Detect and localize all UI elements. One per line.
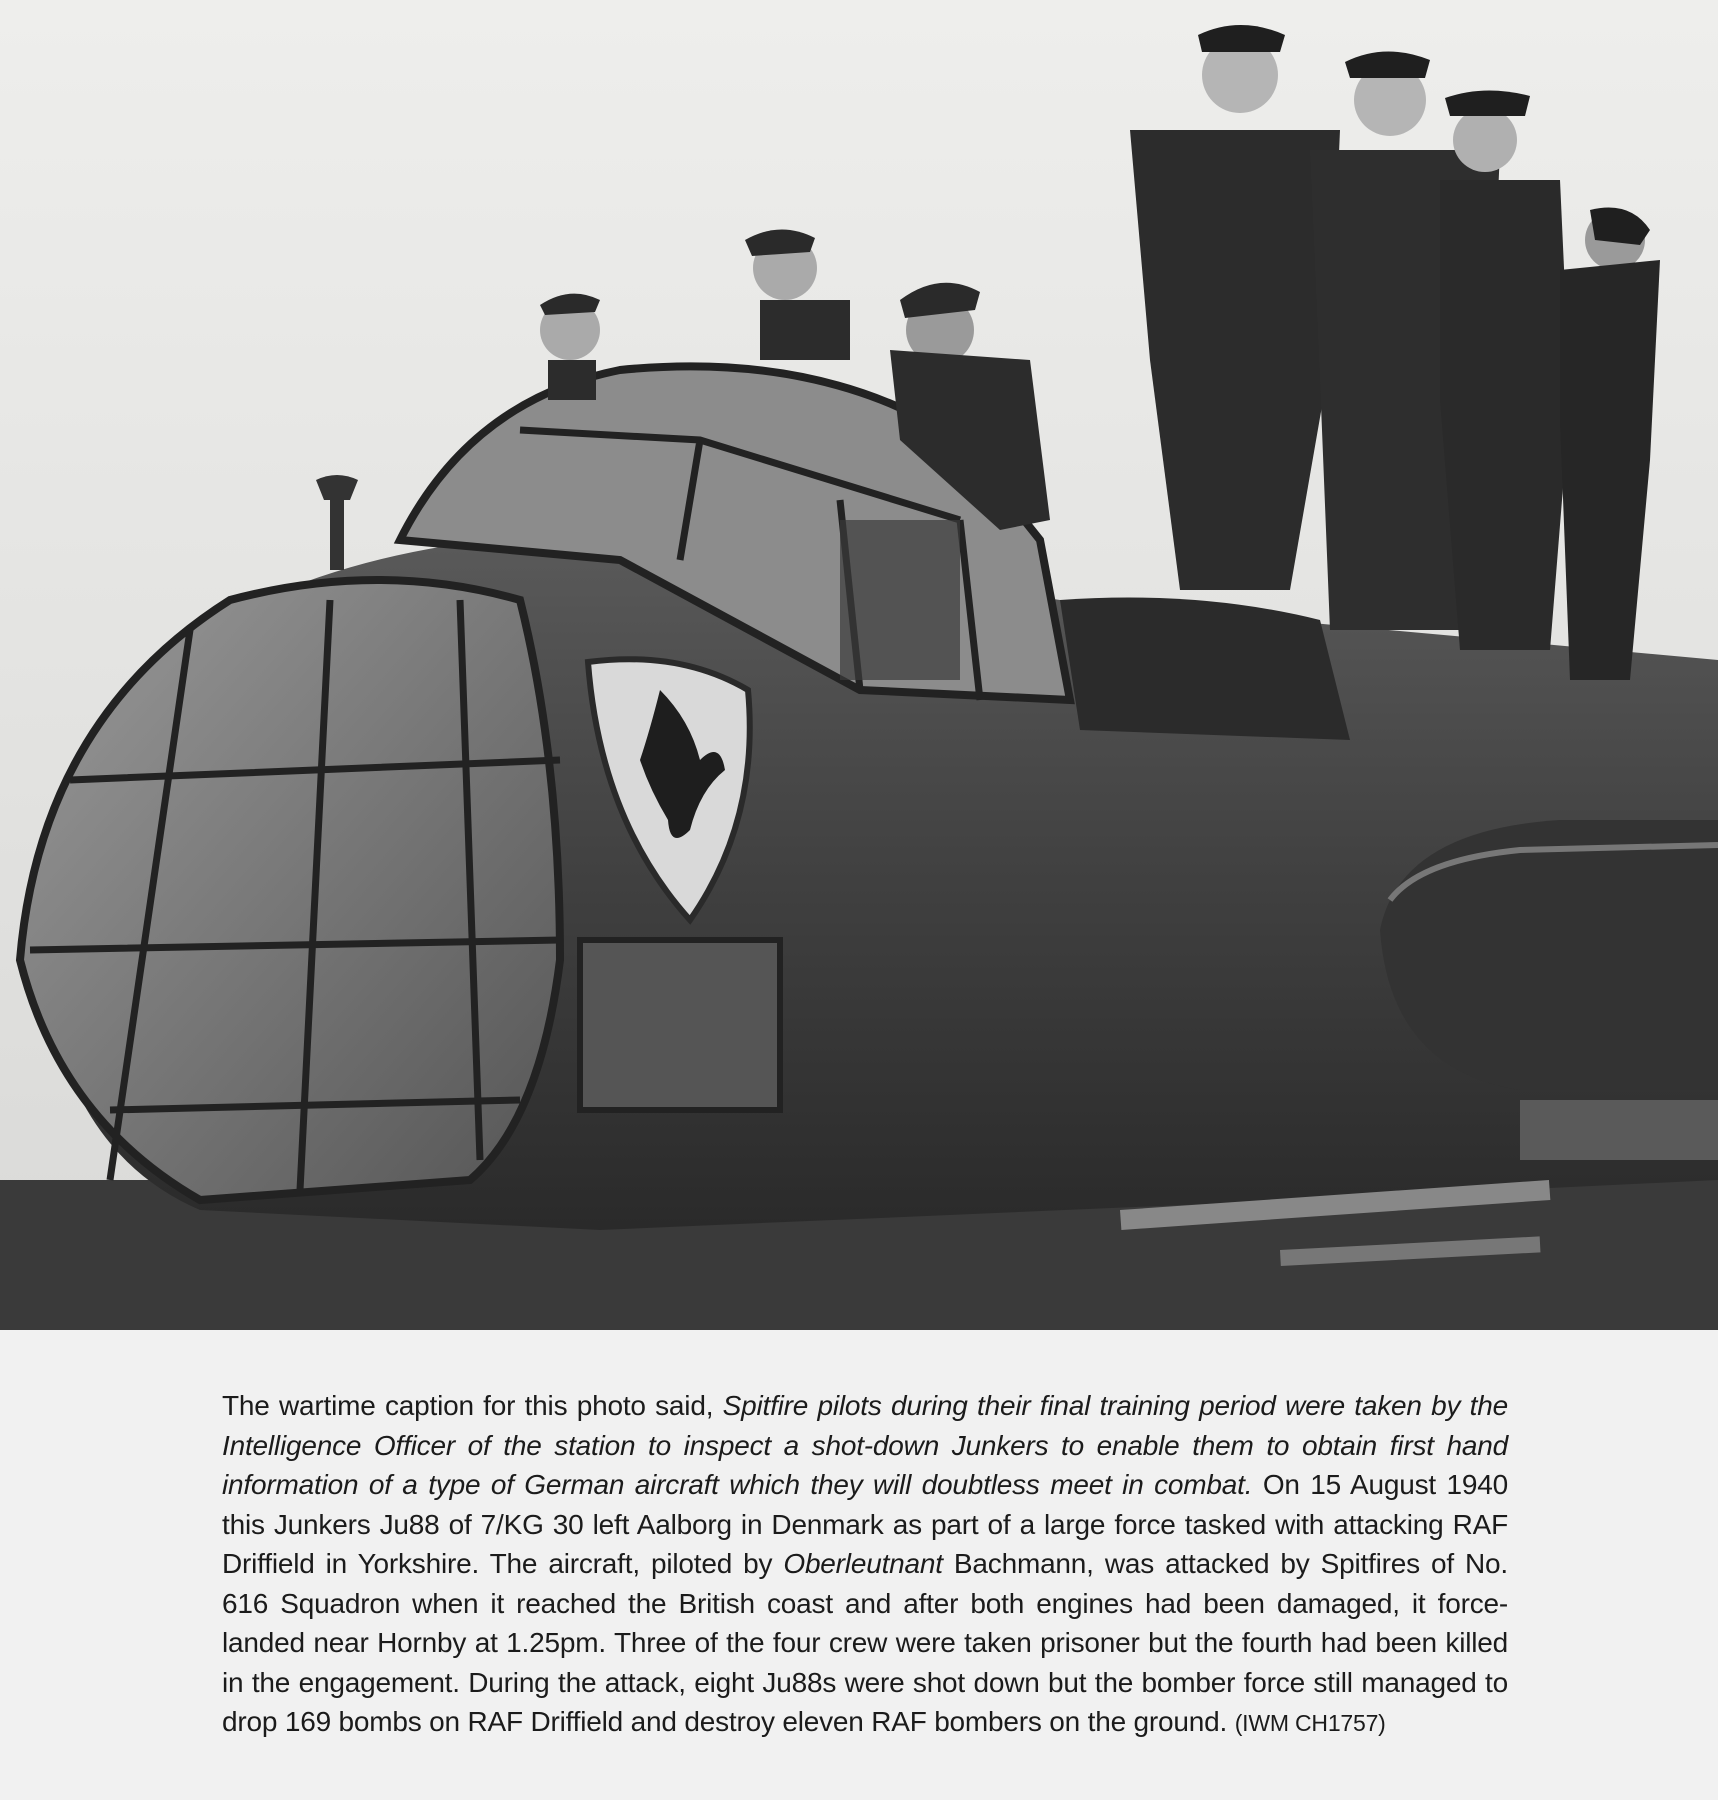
rear-cockpit: [1060, 598, 1350, 741]
side-panel: [580, 940, 780, 1110]
caption-intro: The wartime caption for this photo said,: [222, 1390, 723, 1421]
photo-caption: [222, 1386, 1508, 1744]
caption-wartime-quote: Spitfire pilots during their final training period were taken by the Intelligence Officer of the station to inspect a shot-down Junkers to enable them to obtain first hand information of a type of German aircraft which they will doubtless meet in combat.: [222, 1390, 1508, 1500]
photo-credit: (IWM CH1757): [1234, 1710, 1386, 1736]
caption-body-2: Bachmann, was attacked by Spitfires of No. 616 Squadron when it reached the British coast and after both engines had been damaged, it force-landed near Hornby at 1.25pm. Three of the four crew were taken prisoner but the fourth had been killed in the engagement. During the attack, eight Ju88s were shot down but the bomber force still managed to drop 169 bombs on RAF Driffield and destroy eleven RAF bombers on the ground.: [222, 1548, 1508, 1737]
caption-body-1: On 15 August 1940 this Junkers Ju88 of 7/KG 30 left Aalborg in Denmark as part of a large force tasked with attacking RAF Driffield in Yorkshire. The aircraft, piloted by: [222, 1469, 1508, 1579]
airman-left: [540, 294, 600, 400]
caption-rank: Oberleutnant: [783, 1548, 943, 1579]
engine-nacelle: [1380, 820, 1718, 1090]
